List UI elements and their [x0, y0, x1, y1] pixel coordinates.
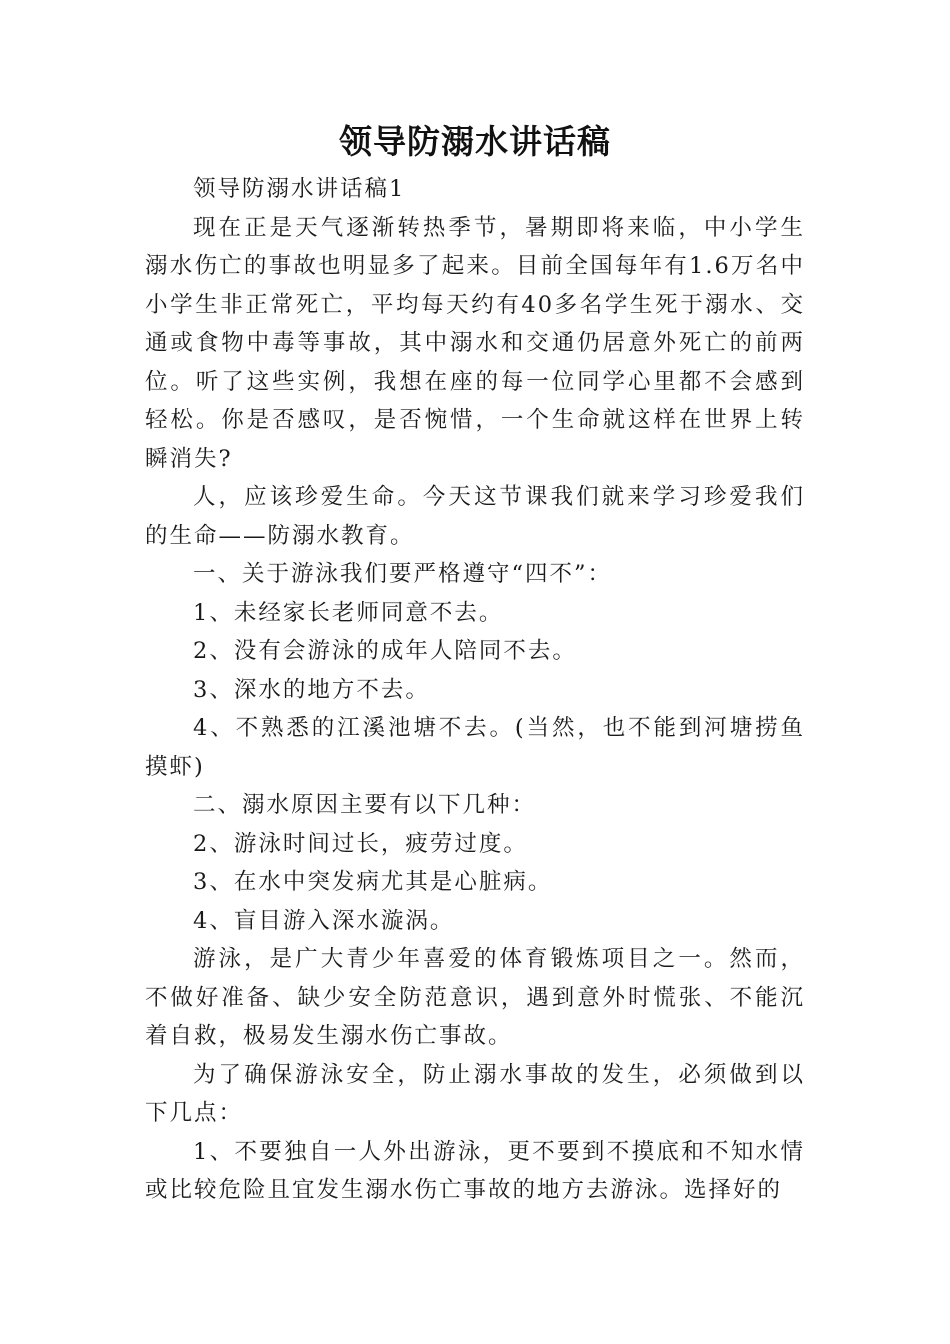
document-title: 领导防溺水讲话稿	[339, 122, 611, 161]
list-item: 3、在水中突发病尤其是心脏病。	[193, 869, 553, 895]
paragraph: 一、关于游泳我们要严格遵守“四不”：	[193, 561, 613, 587]
list-item: 2、没有会游泳的成年人陪同不去。	[193, 638, 577, 664]
list-item: 4、不熟悉的江溪池塘不去。(当然，也不能到河塘捞鱼摸虾)	[145, 715, 805, 780]
paragraph: 二、溺水原因主要有以下几种：	[193, 792, 537, 818]
paragraph: 游泳，是广大青少年喜爱的体育锻炼项目之一。然而，不做好准备、缺少安全防范意识，遇到意外时慌张、不能沉着自救，极易发生溺水伤亡事故。	[145, 946, 805, 1049]
document-body	[145, 170, 805, 1210]
list-item: 4、盲目游入深水漩涡。	[193, 907, 455, 934]
list-item: 3、深水的地方不去。	[193, 676, 430, 703]
paragraph: 1、不要独自一人外出游泳，更不要到不摸底和不知水情或比较危险且宜发生溺水伤亡事故的地方去游泳。选择好的	[145, 1138, 805, 1203]
paragraph: 为了确保游泳安全，防止溺水事故的发生，必须做到以下几点：	[145, 1061, 805, 1126]
paragraph: 现在正是天气逐渐转热季节，暑期即将来临，中小学生溺水伤亡的事故也明显多了起来。目前全国每年有1.6万名中小学生非正常死亡，平均每天约有40多名学生死于溺水、交通或食物中毒等事故，其中溺水和交通仍居意外死亡的前两位。听了这些实例，我想在座的每一位同学心里都不会感到轻松。你是否感叹，是否惋惜，一个生命就这样在世界上转瞬消失?	[145, 214, 805, 472]
paragraph: 人，应该珍爱生命。今天这节课我们就来学习珍爱我们的生命——防溺水教育。	[145, 484, 805, 549]
list-item: 1、未经家长老师同意不去。	[193, 599, 504, 626]
paragraph-subtitle: 领导防溺水讲话稿1	[193, 176, 406, 202]
list-item: 2、游泳时间过长，疲劳过度。	[193, 830, 528, 857]
